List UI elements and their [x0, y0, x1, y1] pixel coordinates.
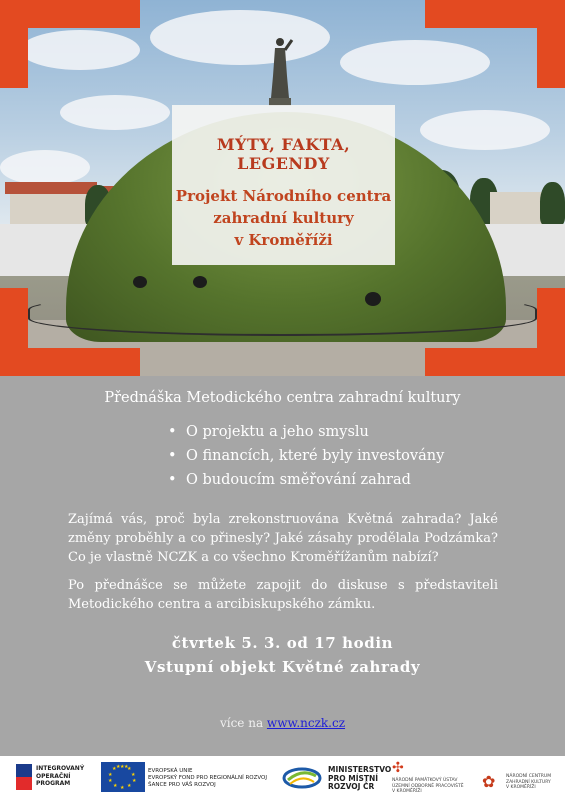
npu-line: V KROMĚŘÍŽI: [392, 789, 422, 794]
mmr-logo-icon: [282, 766, 322, 790]
corner-bottom-right-v: [537, 288, 565, 376]
eu-flag-icon: ★ ★ ★ ★ ★ ★ ★ ★ ★ ★ ★ ★: [101, 762, 145, 792]
npu-line: ÚZEMNÍ ODBORNÉ PRACOVIŠTĚ: [392, 783, 464, 789]
eu-line: EVROPSKÁ UNIE: [148, 768, 193, 774]
poster-subtitle: [172, 185, 395, 251]
npu-logo-text: [392, 778, 464, 795]
sponsor-footer: [0, 756, 565, 800]
eu-logo-text: [148, 768, 267, 789]
mmr-logo-text: [328, 766, 391, 792]
nczk-logo-icon: ✿: [482, 772, 496, 791]
corner-top-left-v: [0, 0, 28, 88]
poster-title: MÝTY, FAKTA, LEGENDY: [216, 135, 351, 173]
lecture-heading: Přednáška Metodického centra zahradní kultury: [104, 390, 461, 406]
website-link[interactable]: www.nczk.cz: [266, 716, 346, 730]
poster-content: [0, 376, 565, 756]
subtitle-line: Projekt Národního centra: [175, 187, 392, 205]
iop-line: OPERAČNÍ: [36, 772, 71, 780]
list-item: • O financích, které byly investovány: [186, 444, 444, 468]
list-item: • O projektu a jeho smyslu: [186, 420, 444, 444]
eu-line: EVROPSKÝ FOND PRO REGIONÁLNÍ ROZVOJ: [148, 775, 267, 781]
nczk-line: V KROMĚŘÍŽI: [506, 785, 536, 790]
event-date: čtvrtek 5. 3. od 17 hodin: [171, 634, 394, 652]
nczk-line: NÁRODNÍ CENTRUM: [506, 774, 552, 779]
discussion-paragraph: Po přednášce se můžete zapojit do diskuse s představiteli Metodického centra a arcibiskupského zámku.: [68, 578, 498, 612]
eu-line: ŠANCE PRO VÁŠ ROZVOJ: [148, 782, 216, 788]
topic-list: [168, 420, 444, 492]
event-place: Vstupní objekt Květné zahrady: [144, 658, 421, 676]
more-label: více na: [219, 716, 267, 730]
header-photo: [0, 0, 565, 376]
corner-bottom-left-v: [0, 288, 28, 376]
npu-logo-icon: ✣: [392, 760, 404, 776]
intro-paragraph: Zajímá vás, proč byla zrekonstruována Květná zahrada? Jaké změny proběhly a co přinesly? Jaké zásahy prodělala Podzámka? Co je vlastně NCZK a co všechno Kroměřížanům nabízí?: [68, 512, 498, 565]
iop-logo-icon: [16, 764, 32, 790]
mmr-line: ROZVOJ ČR: [328, 782, 375, 791]
subtitle-line: zahradní kultury: [213, 209, 354, 227]
fence: [28, 292, 537, 336]
iop-logo-text: [36, 765, 84, 788]
mmr-line: MINISTERSTVO: [328, 765, 392, 774]
subtitle-line: v Kroměříži: [234, 231, 333, 249]
list-item: • O budoucím směřování zahrad: [186, 468, 444, 492]
corner-top-right-v: [537, 0, 565, 88]
nczk-logo-text: [506, 774, 551, 791]
iop-line: PROGRAM: [36, 780, 71, 787]
title-box: [172, 105, 395, 265]
statue-icon: [265, 36, 295, 106]
iop-line: INTEGROVANÝ: [36, 765, 85, 772]
more-info: [0, 716, 565, 730]
nczk-line: ZAHRADNÍ KULTURY: [506, 779, 551, 785]
mmr-line: PRO MÍSTNÍ: [328, 773, 379, 783]
npu-line: NÁRODNÍ PAMÁTKOVÝ ÚSTAV: [392, 778, 458, 783]
